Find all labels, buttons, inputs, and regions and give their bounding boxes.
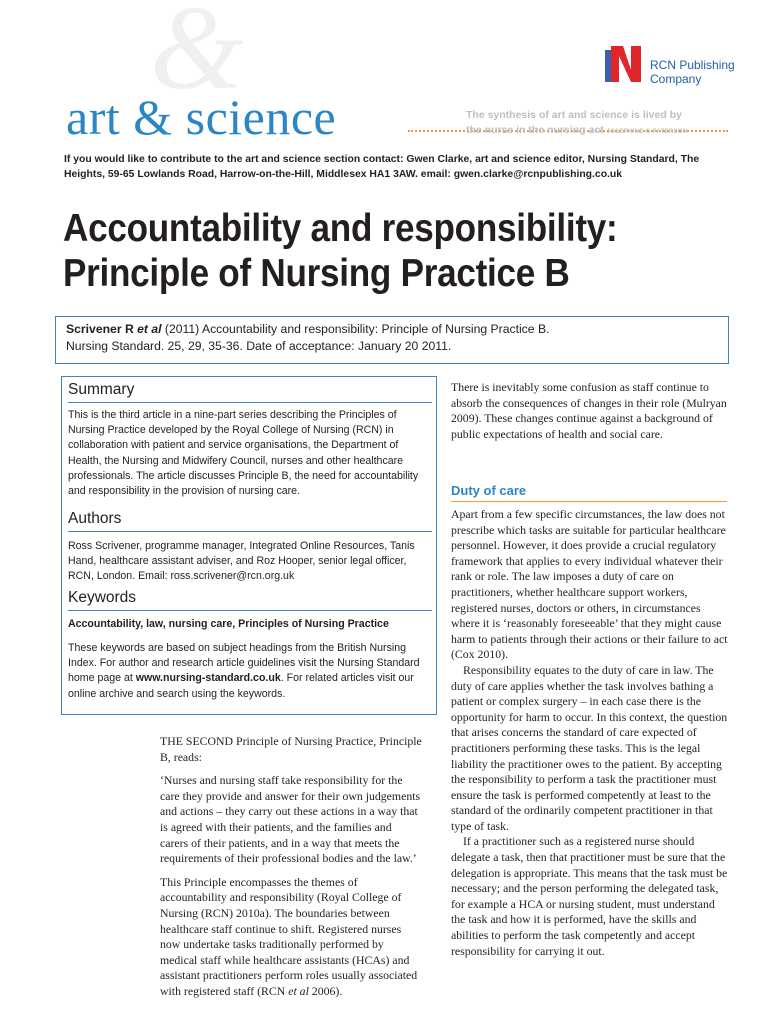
divider <box>68 610 432 611</box>
paragraph: This Principle encompasses the themes of accountability and responsibility (Royal College of Nursing (RCN) 2010a). The boundaries between healthcare staff continue to shift. Registered nurses now undertake tasks traditionally performed by medical staff while healthcare assistants (HCAs) and assistant practitioners perform roles usually associated with registered staff (RCN et al 2006). <box>160 874 418 998</box>
left-body-column <box>160 734 422 1000</box>
paragraph: Responsibility equates to the duty of care in law. The duty of care applies whether the task involves bathing a patient or complex surgery – in each case there is the opportunity for harm to occur. In this context, the question that arises concerns the standard of care expected of practitioners performing these tasks. This is the legal liability the practitioner owes to the patient. By accepting the responsibility to perform a task the practitioner must ensure the task is performed competently at least to the standard of the ordinarily competent practitioner in that type of task. <box>451 662 728 833</box>
citation-box <box>55 316 729 364</box>
paragraph: Apart from a few specific circumstances, the law does not prescribe which tasks are suitable for particular healthcare personnel. However, it does provide a crucial regulatory framework that applies to every individual whatever their rank or role. The law imposes a duty of care on practitioners, whether healthcare support workers, registered nurses, doctors or others, in circumstances where it is ‘reasonably foreseeable’ that they might cause harm to patients through their actions or their failure to act (Cox 2010). <box>451 507 728 662</box>
publisher-name: RCN Publishing Company <box>650 58 735 86</box>
authors-text: Ross Scrivener, programme manager, Integrated Online Resources, Tanis Hand, healthcare assistant adviser, and Roz Hooper, senior legal officer, RCN, London. Email: ross.scrivener@rcn.org.uk <box>68 540 415 583</box>
summary-box <box>61 376 437 715</box>
citation-line-1: Scrivener R et al (2011) Accountability and responsibility: Principle of Nursing Practice B. <box>66 322 550 336</box>
divider <box>68 402 432 403</box>
article-title: Accountability and responsibility: Principle of Nursing Practice B <box>63 207 618 295</box>
duty-heading-divider <box>451 501 727 502</box>
keywords-list: Accountability, law, nursing care, Principles of Nursing Practice <box>68 618 389 630</box>
keywords-heading: Keywords <box>68 589 137 606</box>
tagline-attribution: JOSEPHINE G PATERSON <box>606 129 688 135</box>
section-tagline <box>466 108 687 140</box>
keywords-note: These keywords are based on subject headings from the British Nursing Index. For author and research article guidelines visit the Nursing Standard home page at www.nursing-standard.co.uk. For related articles visit our online archive and search using the keywords. <box>68 642 420 700</box>
contact-info: If you would like to contribute to the art and science section contact: Gwen Clarke, art and science editor, Nursing Standard, The Heights, 59-65 Lowlands Road, Harrow-on-the-Hill, Middlesex HA1 3AW. email: gwen.clarke@rcnpublishing.co.uk <box>64 154 700 180</box>
divider <box>68 531 432 532</box>
summary-text: This is the third article in a nine-part series describing the Principles of Nursing Practice developed by the Royal College of Nursing (RCN) in collaboration with patient and service organisations, the Department of Health, the Nursing and Midwifery Council, nurses and other healthcare professionals. The article discusses Principle B, the need for accountability and responsibility in the provision of nursing care. <box>68 409 419 498</box>
journal-link[interactable]: www.nursing-standard.co.uk <box>135 672 281 685</box>
ampersand-watermark: & <box>150 0 244 114</box>
paragraph: There is inevitably some confusion as staff continue to absorb the consequences of changes in their role (Mulryan 2009). These changes continue against a background of public expectations of health and social care. <box>451 380 727 441</box>
section-brand: art & science <box>66 89 337 145</box>
right-body-column-top <box>451 380 728 442</box>
duty-of-care-heading: Duty of care <box>451 483 527 498</box>
tagline-line-2: the nurse in the nursing act JOSEPHINE G PATERSON <box>466 124 688 136</box>
rcn-logo-icon <box>603 44 643 84</box>
paragraph: THE SECOND Principle of Nursing Practice, Principle B, reads: <box>160 734 422 764</box>
principle-quote: ‘Nurses and nursing staff take responsibility for the care they provide and answer for their own judgements and actions – they carry out these actions in a way that is agreed with their patients, and the families and carers of their patients, and in a way that meets the requirements of their professional bodies and the law.’ <box>160 773 421 866</box>
tagline-line-1: The synthesis of art and science is lived by <box>466 109 682 121</box>
paragraph: If a practitioner such as a registered nurse should delegate a task, then that practitioner must be sure that the delegation is appropriate. This means that the task must be necessary; and the person performing the delegated task, for example a HCA or nursing student, must understand the task and how it is performed, have the skills and abilities to perform the task competently and accept responsibility for carrying it out. <box>451 834 728 958</box>
citation-line-2: Nursing Standard. 25, 29, 35-36. Date of acceptance: January 20 2011. <box>66 339 452 353</box>
right-body-column <box>451 507 728 959</box>
authors-heading: Authors <box>68 510 122 527</box>
summary-heading: Summary <box>68 381 135 398</box>
